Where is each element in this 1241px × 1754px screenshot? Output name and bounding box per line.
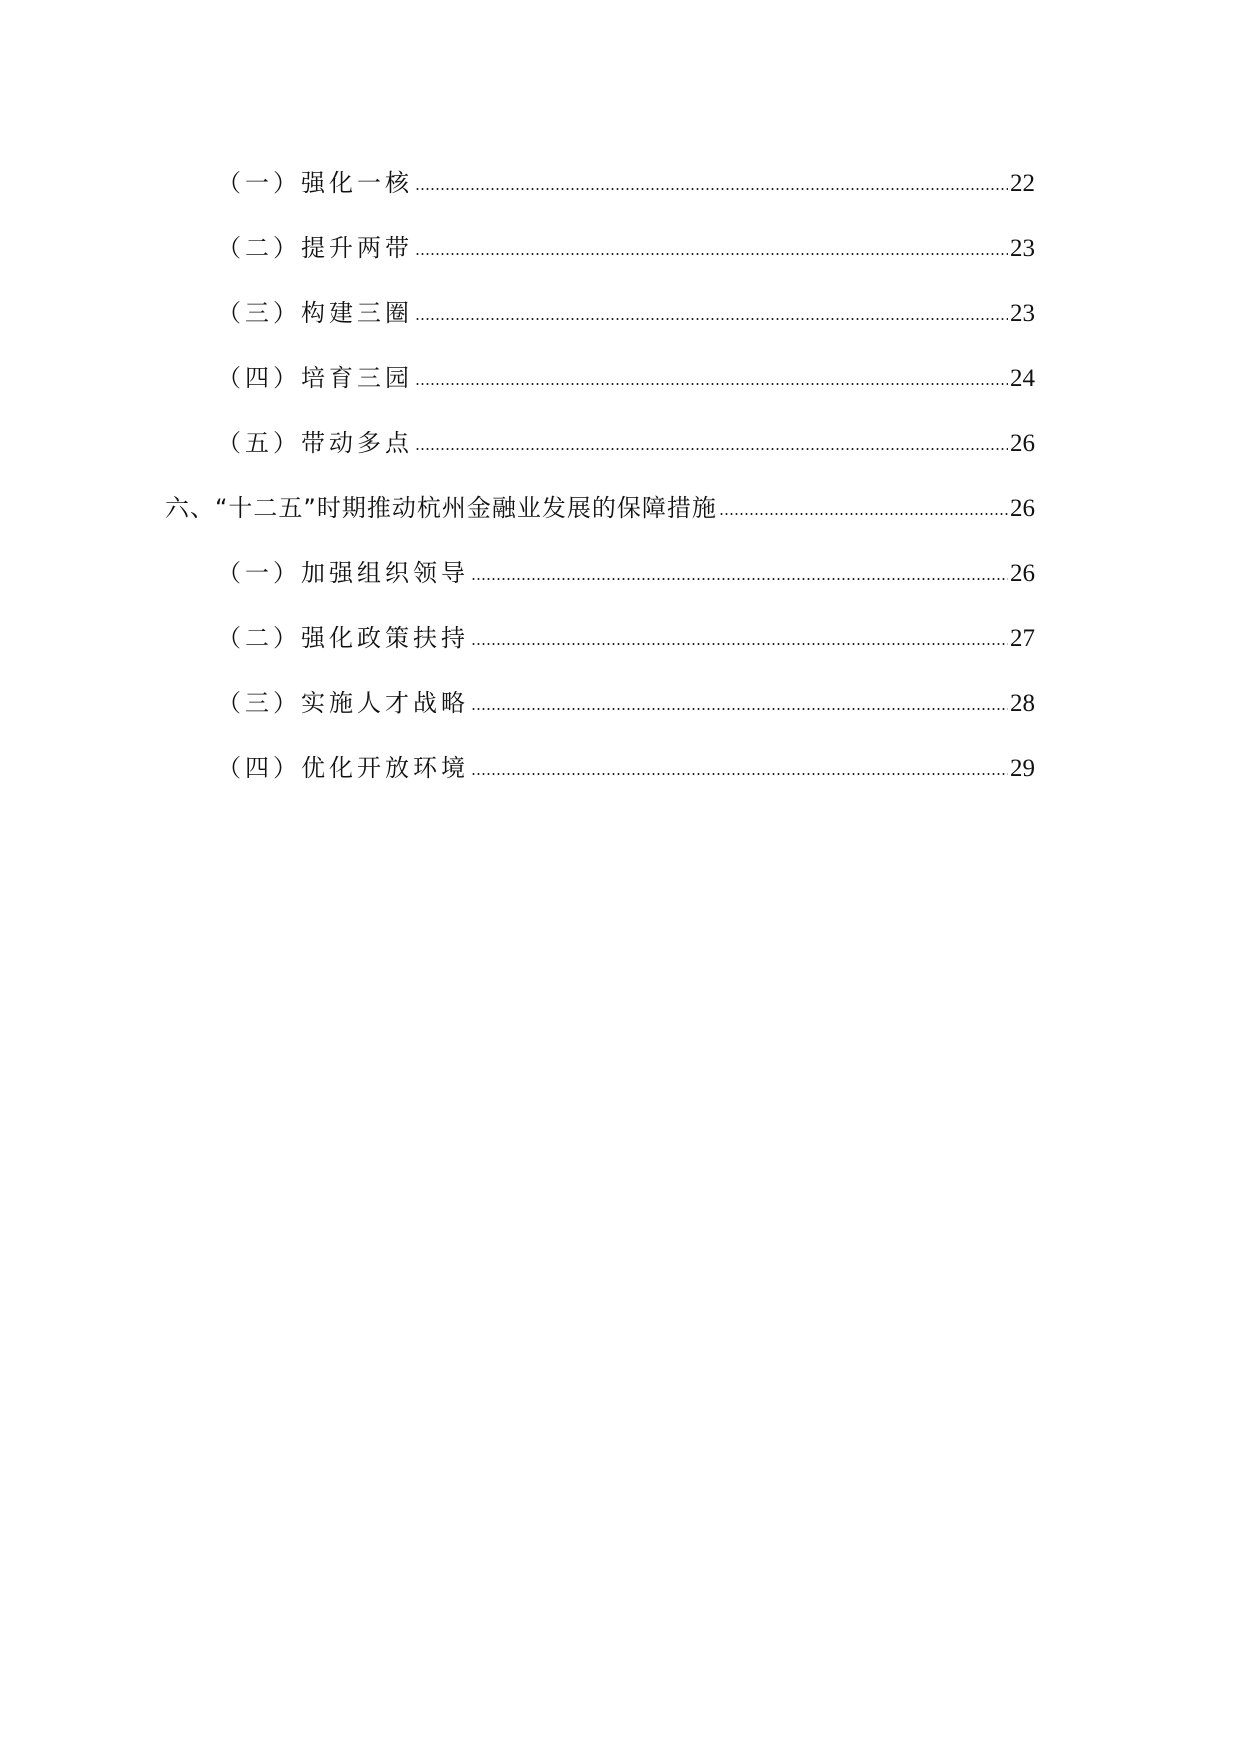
toc-dot-leader	[471, 643, 1008, 645]
toc-page-number: 29	[1010, 755, 1035, 782]
toc-dot-leader	[415, 318, 1008, 320]
toc-section-label: 六、“十二五”时期推动杭州金融业发展的保障措施	[165, 494, 717, 522]
toc-entry[interactable]	[217, 685, 1035, 721]
toc-dot-leader	[471, 578, 1008, 580]
toc-page-number: 24	[1010, 365, 1035, 392]
toc-entry-label: （二）提升两带	[217, 234, 413, 262]
toc-entry[interactable]	[217, 230, 1035, 266]
toc-entry[interactable]	[217, 295, 1035, 331]
toc-entry[interactable]	[217, 425, 1035, 461]
toc-entry-label: （五）带动多点	[217, 429, 413, 457]
toc-page-number: 26	[1010, 495, 1035, 522]
toc-entry-label: （三）实施人才战略	[217, 689, 469, 717]
toc-page-number: 26	[1010, 560, 1035, 587]
toc-dot-leader	[471, 708, 1008, 710]
toc-dot-leader	[719, 513, 1008, 515]
toc-dot-leader	[415, 253, 1008, 255]
toc-entry-label: （二）强化政策扶持	[217, 624, 469, 652]
toc-dot-leader	[415, 448, 1008, 450]
toc-entry-label: （四）培育三园	[217, 364, 413, 392]
toc-dot-leader	[471, 773, 1008, 775]
toc-entry[interactable]	[217, 360, 1035, 396]
toc-page-number: 27	[1010, 625, 1035, 652]
toc-section-heading[interactable]	[165, 490, 1035, 526]
toc-page-number: 23	[1010, 300, 1035, 327]
toc-page-number: 26	[1010, 430, 1035, 457]
toc-entry-label: （三）构建三圈	[217, 299, 413, 327]
toc-entry[interactable]	[217, 165, 1035, 201]
toc-entry-label: （四）优化开放环境	[217, 754, 469, 782]
toc-page-number: 28	[1010, 690, 1035, 717]
toc-entry-label: （一）加强组织领导	[217, 559, 469, 587]
toc-entry[interactable]	[217, 555, 1035, 591]
toc-dot-leader	[415, 188, 1008, 190]
toc-entry[interactable]	[217, 620, 1035, 656]
toc-page-number: 22	[1010, 170, 1035, 197]
toc-entry-label: （一）强化一核	[217, 169, 413, 197]
toc-entry[interactable]	[217, 750, 1035, 786]
toc-page-number: 23	[1010, 235, 1035, 262]
toc-dot-leader	[415, 383, 1008, 385]
